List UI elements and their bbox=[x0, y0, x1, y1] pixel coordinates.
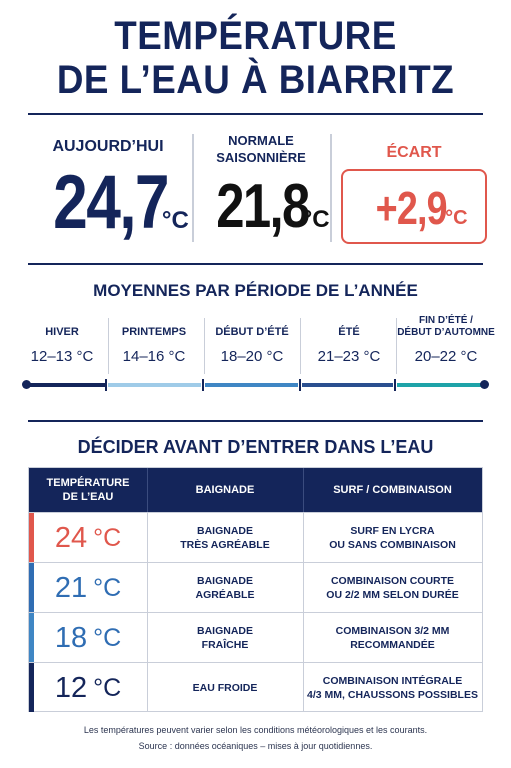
stat-ecart-value: +2,9°C bbox=[375, 182, 468, 234]
row-baignade: BAIGNADE FRAÎCHE bbox=[196, 624, 253, 651]
table-row bbox=[29, 612, 482, 662]
timeline-tick bbox=[394, 379, 396, 391]
season-printemps bbox=[110, 326, 198, 365]
season-debut-ete bbox=[206, 326, 298, 365]
stat-today-value: 24,7°C bbox=[53, 160, 189, 245]
season-name: DÉBUT D’ÉTÉ bbox=[215, 326, 289, 338]
season-name: ÉTÉ bbox=[338, 326, 360, 338]
row-surf: COMBINAISON 3/2 MM RECOMMANDÉE bbox=[335, 624, 450, 651]
row-baignade: EAU FROIDE bbox=[192, 681, 258, 694]
season-hiver bbox=[18, 326, 106, 365]
timeline-tick bbox=[105, 379, 107, 391]
header-surf: SURF / COMBINAISON bbox=[333, 484, 452, 496]
table-row bbox=[29, 512, 482, 562]
season-range: 20–22 °C bbox=[414, 348, 478, 365]
header-temperature: TEMPÉRATURE DE L’EAU bbox=[46, 477, 130, 503]
seasons-heading: MOYENNES PAR PÉRIODE DE L’ANNÉE bbox=[93, 281, 418, 300]
stat-normal-label: NORMALE SAISONNIÈRE bbox=[216, 133, 306, 165]
table-row bbox=[29, 662, 482, 712]
stat-normal-value: 21,8°C bbox=[216, 172, 330, 241]
timeline-tick bbox=[299, 379, 301, 391]
row-temperature: 24 °C bbox=[54, 521, 122, 554]
season-range: 14–16 °C bbox=[122, 348, 186, 365]
row-temperature: 21 °C bbox=[54, 571, 122, 604]
divider-bottom bbox=[28, 420, 483, 422]
divider-top bbox=[28, 113, 483, 115]
timeline-start-dot bbox=[22, 380, 31, 389]
stat-separator-2 bbox=[330, 134, 332, 242]
decision-table bbox=[28, 467, 483, 712]
season-name: FIN D’ÉTÉ / DÉBUT D’AUTOMNE bbox=[397, 315, 495, 338]
footer-source: Source : données océaniques – mises à jour quotidiennes. bbox=[138, 741, 373, 751]
stat-ecart-label: ÉCART bbox=[386, 144, 442, 161]
row-temperature: 12 °C bbox=[54, 671, 122, 704]
stat-today bbox=[28, 126, 188, 248]
header-baignade: BAIGNADE bbox=[195, 484, 255, 496]
row-baignade: BAIGNADE TRÈS AGRÉABLE bbox=[180, 524, 270, 551]
season-range: 12–13 °C bbox=[30, 348, 94, 365]
timeline-segment-ete bbox=[302, 383, 393, 387]
table-header bbox=[29, 468, 482, 512]
stat-separator-1 bbox=[192, 134, 194, 242]
season-separator bbox=[204, 318, 205, 374]
title-line-2: DE L’EAU À BIARRITZ bbox=[56, 58, 455, 102]
timeline-end-dot bbox=[480, 380, 489, 389]
season-name: PRINTEMPS bbox=[121, 326, 187, 338]
timeline-segment-printemps bbox=[108, 383, 201, 387]
season-name: HIVER bbox=[45, 326, 79, 338]
row-surf: COMBINAISON INTÉGRALE 4/3 MM, CHAUSSONS POSSIBLES bbox=[307, 674, 478, 701]
table-row bbox=[29, 562, 482, 612]
header-divider bbox=[147, 468, 148, 512]
timeline-segment-fin-ete bbox=[397, 383, 483, 387]
row-temperature: 18 °C bbox=[54, 621, 122, 654]
season-fin-ete bbox=[396, 315, 496, 365]
title-line-1: TEMPÉRATURE bbox=[114, 14, 397, 58]
stat-today-label: AUJOURD’HUI bbox=[52, 138, 164, 155]
divider-middle bbox=[28, 263, 483, 265]
season-separator bbox=[108, 318, 109, 374]
timeline-segment-hiver bbox=[27, 383, 105, 387]
stat-normal bbox=[196, 126, 330, 248]
season-ete bbox=[302, 326, 396, 365]
row-surf: COMBINAISON COURTE OU 2/2 MM SELON DURÉE bbox=[326, 574, 459, 601]
timeline-tick bbox=[202, 379, 204, 391]
header-divider bbox=[303, 468, 304, 512]
row-surf: SURF EN LYCRA OU SANS COMBINAISON bbox=[329, 524, 456, 551]
timeline-segment-debut-ete bbox=[205, 383, 298, 387]
page-title bbox=[0, 14, 511, 102]
season-range: 21–23 °C bbox=[317, 348, 381, 365]
season-range: 18–20 °C bbox=[220, 348, 284, 365]
decision-heading: DÉCIDER AVANT D’ENTRER DANS L’EAU bbox=[77, 437, 434, 457]
footer-note: Les températures peuvent varier selon les conditions météorologiques et les courants. bbox=[83, 725, 428, 735]
season-separator bbox=[300, 318, 301, 374]
stat-ecart bbox=[341, 126, 487, 248]
row-baignade: BAIGNADE AGRÉABLE bbox=[195, 574, 255, 601]
